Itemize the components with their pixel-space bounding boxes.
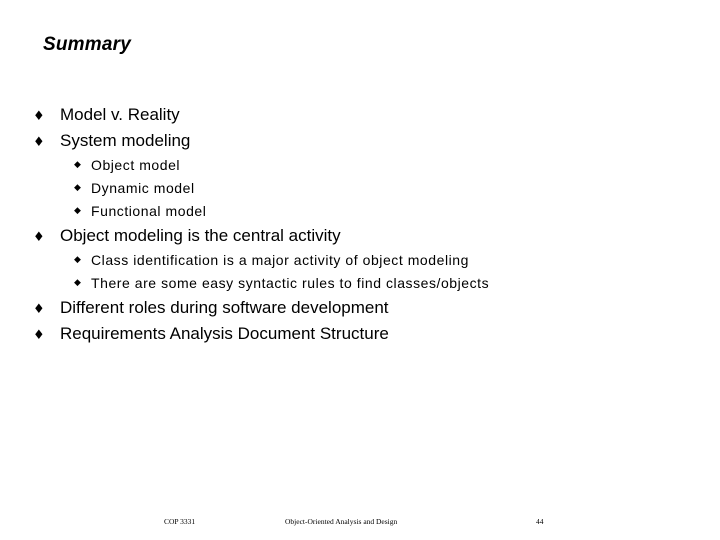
bullet-item bbox=[33, 104, 180, 126]
bullet-item bbox=[33, 323, 389, 345]
bullet-text: Requirements Analysis Document Structure bbox=[60, 324, 389, 343]
sub-bullet-item bbox=[74, 179, 195, 197]
diamond-bullet-icon: ♦ bbox=[33, 301, 45, 317]
diamond-bullet-icon: ♦ bbox=[33, 327, 45, 343]
sub-bullet-text: Class identification is a major activity of object modeling bbox=[91, 252, 469, 268]
sub-bullet-text: There are some easy syntactic rules to find classes/objects bbox=[91, 275, 490, 291]
sub-bullet-item bbox=[74, 156, 180, 174]
small-diamond-bullet-icon: ◆ bbox=[74, 159, 81, 170]
footer-course-code: COP 3331 bbox=[164, 517, 196, 526]
small-diamond-bullet-icon: ◆ bbox=[74, 182, 81, 193]
sub-bullet-text: Dynamic model bbox=[91, 180, 195, 196]
small-diamond-bullet-icon: ◆ bbox=[74, 254, 81, 265]
footer-page-number: 44 bbox=[536, 517, 544, 526]
diamond-bullet-icon: ♦ bbox=[33, 134, 45, 150]
bullet-text: Model v. Reality bbox=[60, 105, 180, 124]
bullet-item bbox=[33, 130, 190, 152]
slide-title: Summary bbox=[43, 34, 131, 55]
bullet-text: Different roles during software development bbox=[60, 298, 389, 317]
bullet-item bbox=[33, 225, 341, 247]
sub-bullet-item bbox=[74, 202, 206, 220]
sub-bullet-item bbox=[74, 251, 469, 269]
sub-bullet-item bbox=[74, 274, 489, 292]
small-diamond-bullet-icon: ◆ bbox=[74, 205, 81, 216]
bullet-item bbox=[33, 297, 389, 319]
sub-bullet-text: Object model bbox=[91, 157, 181, 173]
bullet-text: Object modeling is the central activity bbox=[60, 226, 341, 245]
diamond-bullet-icon: ♦ bbox=[33, 108, 45, 124]
sub-bullet-text: Functional model bbox=[91, 203, 207, 219]
footer-course-title: Object-Oriented Analysis and Design bbox=[285, 517, 398, 526]
bullet-text: System modeling bbox=[60, 131, 191, 150]
diamond-bullet-icon: ♦ bbox=[33, 229, 45, 245]
small-diamond-bullet-icon: ◆ bbox=[74, 277, 81, 288]
